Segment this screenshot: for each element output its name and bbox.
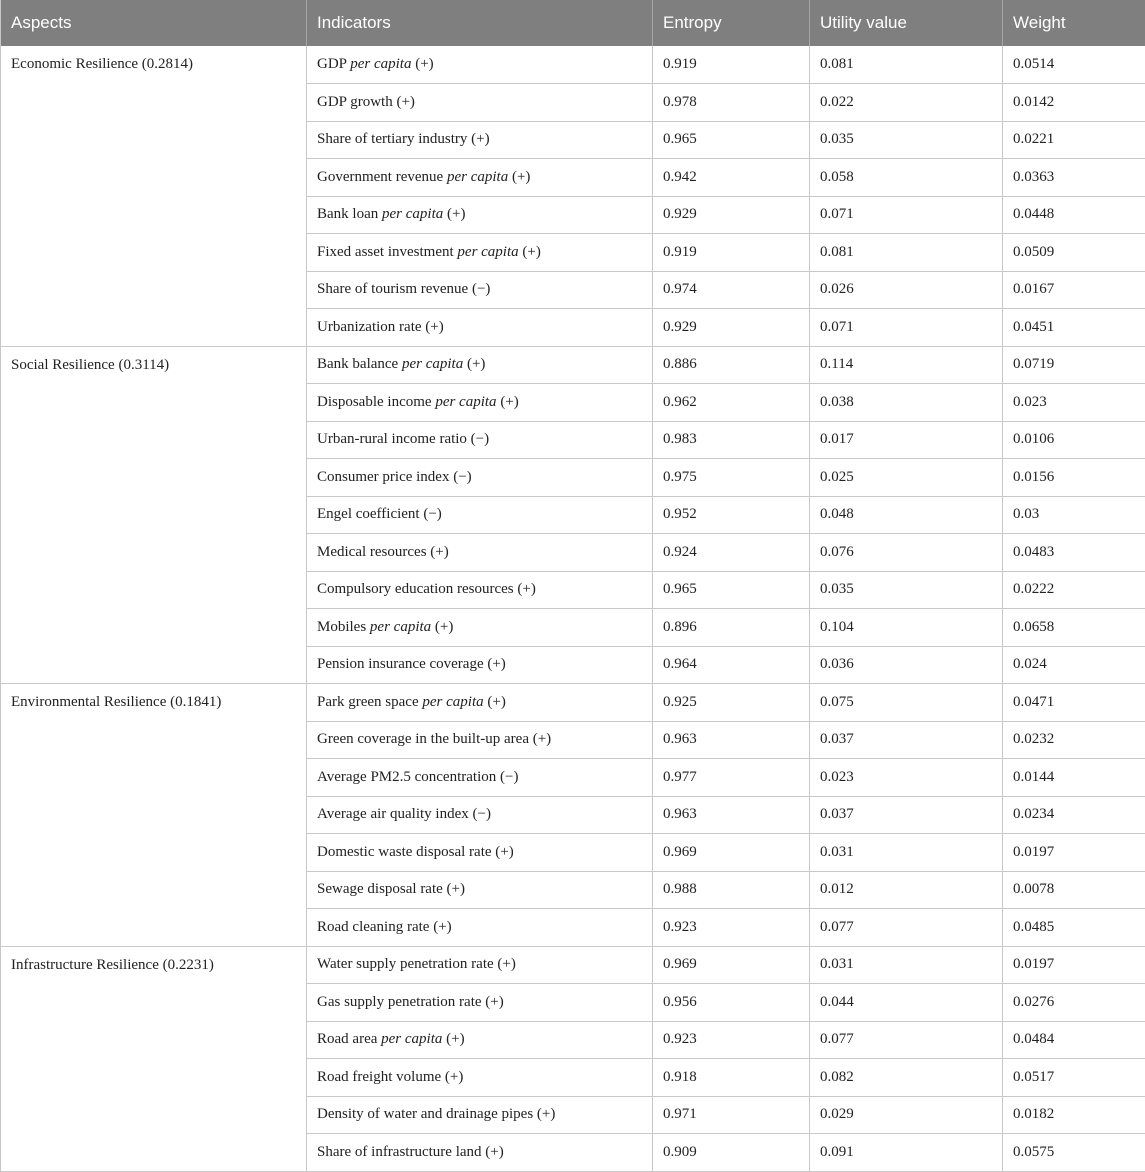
indicator-text-post: (+)	[431, 619, 453, 635]
utility-value-cell: 0.031	[810, 834, 1003, 872]
indicator-cell	[307, 84, 653, 122]
indicator-cell	[307, 234, 653, 272]
entropy-cell: 0.963	[653, 721, 810, 759]
utility-value-cell: 0.082	[810, 1059, 1003, 1097]
weight-cell: 0.0484	[1003, 1021, 1145, 1059]
weight-cell: 0.0575	[1003, 1134, 1145, 1172]
entropy-cell: 0.923	[653, 1021, 810, 1059]
indicator-text-pre: Fixed asset investment	[317, 244, 457, 260]
aspect-cell: Infrastructure Resilience (0.2231)	[1, 946, 307, 1171]
entropy-cell: 0.942	[653, 159, 810, 197]
indicator-text-pre: GDP	[317, 56, 350, 72]
entropy-cell: 0.929	[653, 309, 810, 347]
indicator-text-post: (+)	[497, 394, 519, 410]
entropy-cell: 0.965	[653, 571, 810, 609]
weight-cell: 0.0106	[1003, 421, 1145, 459]
indicator-text-pre: Sewage disposal rate (+)	[317, 881, 465, 897]
indicator-text-pre: Road area	[317, 1031, 381, 1047]
utility-value-cell: 0.076	[810, 534, 1003, 572]
entropy-cell: 0.965	[653, 121, 810, 159]
weight-cell: 0.0167	[1003, 271, 1145, 309]
header-utility-value: Utility value	[810, 0, 1003, 46]
indicator-text-pre: Share of infrastructure land (+)	[317, 1144, 504, 1160]
weight-cell: 0.0144	[1003, 759, 1145, 797]
entropy-cell: 0.924	[653, 534, 810, 572]
header-entropy: Entropy	[653, 0, 810, 46]
utility-value-cell: 0.023	[810, 759, 1003, 797]
indicator-text-post: (+)	[519, 244, 541, 260]
weight-cell: 0.0514	[1003, 46, 1145, 84]
entropy-cell: 0.886	[653, 346, 810, 384]
weight-cell: 0.0078	[1003, 871, 1145, 909]
entropy-cell: 0.975	[653, 459, 810, 497]
aspect-cell: Economic Resilience (0.2814)	[1, 46, 307, 346]
indicator-text-post: (+)	[443, 206, 465, 222]
indicator-text-pre: Mobiles	[317, 619, 370, 635]
indicator-cell	[307, 684, 653, 722]
entropy-cell: 0.978	[653, 84, 810, 122]
indicator-text-it: per capita	[381, 1031, 442, 1047]
weight-cell: 0.0658	[1003, 609, 1145, 647]
table-row	[1, 946, 1145, 984]
indicator-text-pre: Bank loan	[317, 206, 382, 222]
indicator-cell	[307, 346, 653, 384]
indicator-text-it: per capita	[350, 56, 411, 72]
entropy-cell: 0.964	[653, 646, 810, 684]
indicator-cell	[307, 534, 653, 572]
weight-cell: 0.0156	[1003, 459, 1145, 497]
weight-cell: 0.0485	[1003, 909, 1145, 947]
entropy-cell: 0.962	[653, 384, 810, 422]
indicator-text-pre: Engel coefficient (−)	[317, 506, 442, 522]
indicator-text-it: per capita	[402, 356, 463, 372]
utility-value-cell: 0.012	[810, 871, 1003, 909]
indicator-cell	[307, 159, 653, 197]
indicator-text-pre: Water supply penetration rate (+)	[317, 956, 516, 972]
indicator-text-pre: Pension insurance coverage (+)	[317, 656, 506, 672]
weight-cell: 0.0197	[1003, 834, 1145, 872]
indicator-cell	[307, 1134, 653, 1172]
table-body	[1, 46, 1145, 1171]
indicator-cell	[307, 496, 653, 534]
weight-cell: 0.024	[1003, 646, 1145, 684]
weight-cell: 0.0719	[1003, 346, 1145, 384]
entropy-cell: 0.977	[653, 759, 810, 797]
indicator-text-it: per capita	[435, 394, 496, 410]
indicator-text-post: (+)	[442, 1031, 464, 1047]
entropy-cell: 0.971	[653, 1096, 810, 1134]
aspect-cell: Social Resilience (0.3114)	[1, 346, 307, 684]
indicator-text-pre: Urbanization rate (+)	[317, 319, 444, 335]
indicator-cell	[307, 759, 653, 797]
indicator-text-post: (+)	[508, 169, 530, 185]
entropy-cell: 0.956	[653, 984, 810, 1022]
utility-value-cell: 0.071	[810, 196, 1003, 234]
indicator-cell	[307, 196, 653, 234]
indicator-cell	[307, 1059, 653, 1097]
header-row	[1, 0, 1145, 46]
indicator-text-pre: GDP growth (+)	[317, 94, 415, 110]
entropy-cell: 0.963	[653, 796, 810, 834]
weight-cell: 0.0234	[1003, 796, 1145, 834]
indicator-text-it: per capita	[457, 244, 518, 260]
utility-value-cell: 0.029	[810, 1096, 1003, 1134]
utility-value-cell: 0.075	[810, 684, 1003, 722]
weight-cell: 0.0448	[1003, 196, 1145, 234]
utility-value-cell: 0.035	[810, 571, 1003, 609]
indicator-cell	[307, 459, 653, 497]
entropy-cell: 0.919	[653, 46, 810, 84]
indicator-text-pre: Average PM2.5 concentration (−)	[317, 769, 518, 785]
indicator-text-pre: Road freight volume (+)	[317, 1069, 463, 1085]
weight-cell: 0.0517	[1003, 1059, 1145, 1097]
indicator-cell	[307, 121, 653, 159]
entropy-cell: 0.983	[653, 421, 810, 459]
indicator-cell	[307, 46, 653, 84]
indicator-cell	[307, 421, 653, 459]
indicator-text-pre: Disposable income	[317, 394, 435, 410]
entropy-cell: 0.919	[653, 234, 810, 272]
indicator-cell	[307, 909, 653, 947]
indicator-cell	[307, 271, 653, 309]
utility-value-cell: 0.044	[810, 984, 1003, 1022]
indicator-text-pre: Density of water and drainage pipes (+)	[317, 1106, 555, 1122]
weight-cell: 0.0182	[1003, 1096, 1145, 1134]
indicator-cell	[307, 834, 653, 872]
indicator-text-pre: Bank balance	[317, 356, 402, 372]
utility-value-cell: 0.114	[810, 346, 1003, 384]
indicator-text-post: (+)	[411, 56, 433, 72]
indicator-text-it: per capita	[382, 206, 443, 222]
weight-cell: 0.0197	[1003, 946, 1145, 984]
indicator-text-pre: Green coverage in the built-up area (+)	[317, 731, 551, 747]
indicator-text-it: per capita	[370, 619, 431, 635]
weight-cell: 0.0232	[1003, 721, 1145, 759]
indicator-cell	[307, 871, 653, 909]
utility-value-cell: 0.036	[810, 646, 1003, 684]
utility-value-cell: 0.017	[810, 421, 1003, 459]
entropy-cell: 0.988	[653, 871, 810, 909]
indicator-cell	[307, 384, 653, 422]
indicator-text-pre: Consumer price index (−)	[317, 469, 472, 485]
indicator-cell	[307, 571, 653, 609]
utility-value-cell: 0.038	[810, 384, 1003, 422]
aspect-cell: Environmental Resilience (0.1841)	[1, 684, 307, 947]
utility-value-cell: 0.077	[810, 909, 1003, 947]
entropy-cell: 0.929	[653, 196, 810, 234]
utility-value-cell: 0.037	[810, 721, 1003, 759]
weight-cell: 0.0142	[1003, 84, 1145, 122]
utility-value-cell: 0.104	[810, 609, 1003, 647]
weight-cell: 0.0222	[1003, 571, 1145, 609]
entropy-cell: 0.952	[653, 496, 810, 534]
utility-value-cell: 0.077	[810, 1021, 1003, 1059]
entropy-cell: 0.969	[653, 946, 810, 984]
utility-value-cell: 0.035	[810, 121, 1003, 159]
weight-cell: 0.0221	[1003, 121, 1145, 159]
indicator-cell	[307, 309, 653, 347]
weight-cell: 0.023	[1003, 384, 1145, 422]
entropy-cell: 0.923	[653, 909, 810, 947]
utility-value-cell: 0.081	[810, 234, 1003, 272]
indicator-cell	[307, 1096, 653, 1134]
indicator-cell	[307, 1021, 653, 1059]
indicator-text-post: (+)	[463, 356, 485, 372]
indicator-text-pre: Compulsory education resources (+)	[317, 581, 536, 597]
indicator-cell	[307, 646, 653, 684]
indicator-cell	[307, 796, 653, 834]
weight-cell: 0.03	[1003, 496, 1145, 534]
entropy-cell: 0.918	[653, 1059, 810, 1097]
entropy-cell: 0.974	[653, 271, 810, 309]
table-row	[1, 346, 1145, 384]
utility-value-cell: 0.025	[810, 459, 1003, 497]
weight-cell: 0.0509	[1003, 234, 1145, 272]
entropy-cell: 0.896	[653, 609, 810, 647]
header-indicators: Indicators	[307, 0, 653, 46]
utility-value-cell: 0.081	[810, 46, 1003, 84]
indicator-cell	[307, 609, 653, 647]
indicator-text-pre: Road cleaning rate (+)	[317, 919, 452, 935]
indicator-cell	[307, 984, 653, 1022]
entropy-cell: 0.909	[653, 1134, 810, 1172]
utility-value-cell: 0.026	[810, 271, 1003, 309]
indicator-cell	[307, 946, 653, 984]
weight-cell: 0.0483	[1003, 534, 1145, 572]
weight-cell: 0.0471	[1003, 684, 1145, 722]
indicator-text-it: per capita	[447, 169, 508, 185]
indicator-text-pre: Share of tertiary industry (+)	[317, 131, 490, 147]
table-row	[1, 684, 1145, 722]
utility-value-cell: 0.058	[810, 159, 1003, 197]
indicator-text-pre: Urban-rural income ratio (−)	[317, 431, 489, 447]
indicator-text-pre: Park green space	[317, 694, 422, 710]
indicator-text-pre: Average air quality index (−)	[317, 806, 491, 822]
indicator-text-pre: Gas supply penetration rate (+)	[317, 994, 504, 1010]
weight-cell: 0.0451	[1003, 309, 1145, 347]
indicator-text-pre: Share of tourism revenue (−)	[317, 281, 490, 297]
utility-value-cell: 0.022	[810, 84, 1003, 122]
weight-cell: 0.0276	[1003, 984, 1145, 1022]
indicator-cell	[307, 721, 653, 759]
indicator-text-pre: Government revenue	[317, 169, 447, 185]
indicator-text-pre: Medical resources (+)	[317, 544, 449, 560]
indicator-text-it: per capita	[422, 694, 483, 710]
entropy-cell: 0.925	[653, 684, 810, 722]
table-row	[1, 46, 1145, 84]
utility-value-cell: 0.091	[810, 1134, 1003, 1172]
header-weight: Weight	[1003, 0, 1145, 46]
indicator-text-post: (+)	[484, 694, 506, 710]
utility-value-cell: 0.071	[810, 309, 1003, 347]
header-aspects: Aspects	[1, 0, 307, 46]
utility-value-cell: 0.048	[810, 496, 1003, 534]
utility-value-cell: 0.031	[810, 946, 1003, 984]
utility-value-cell: 0.037	[810, 796, 1003, 834]
weight-cell: 0.0363	[1003, 159, 1145, 197]
entropy-cell: 0.969	[653, 834, 810, 872]
indicator-text-pre: Domestic waste disposal rate (+)	[317, 844, 514, 860]
